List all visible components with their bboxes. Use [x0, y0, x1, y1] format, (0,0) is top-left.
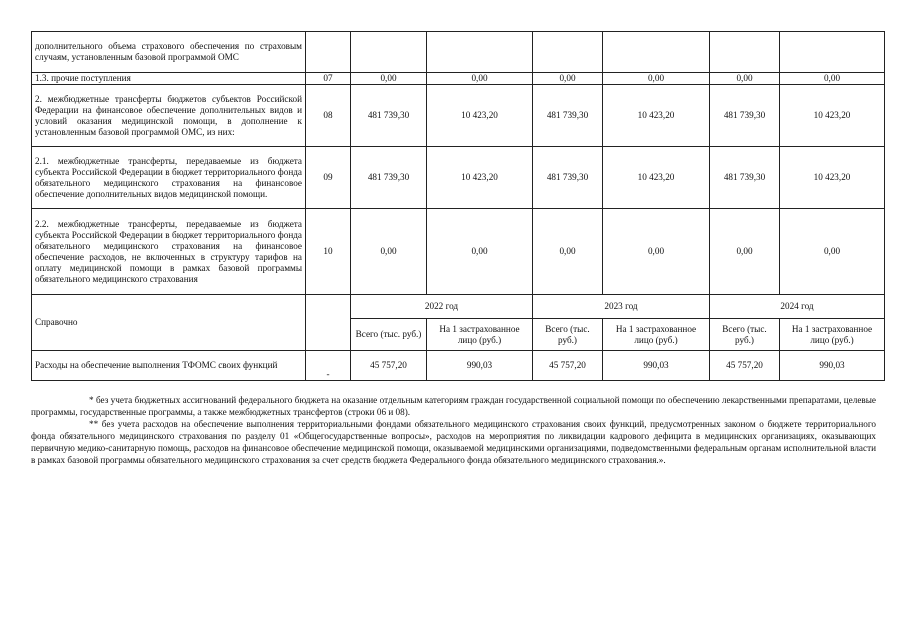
row-code [306, 32, 351, 73]
cell-value: 990,03 [603, 351, 710, 381]
cell-value: 481 739,30 [533, 85, 603, 147]
column-header-total: Всего (тыс. руб.) [533, 319, 603, 351]
cell-value: 481 739,30 [710, 147, 780, 209]
cell-value: 10 423,20 [603, 147, 710, 209]
row-code: 09 [306, 147, 351, 209]
footnote: ** без учета расходов на обеспечение выполнения территориальными фондами обязательного медицинского страхования своих функций, предусмотренных законом о бюджете территориального фонда обязательного медицинского страхования по разделу 01 «Общегосударственные вопросы», расходов на мероприятия по ликвидации кадрового дефицита в медицинских организациях, оказывающих первичную медико-санитарную помощь, расходов на финансовое обеспечение медицинской помощи, оказываемой медицинскими организациями, подведомственными федеральным органам исполнительной власти в рамках базовой программы обязательного медицинского страхования за счет средств бюджета Федерального фонда обязательного медицинского страхования.». [31, 419, 876, 465]
column-header-per-person: На 1 застрахованное лицо (руб.) [603, 319, 710, 351]
cell-value: 481 739,30 [351, 85, 427, 147]
cell-value: 0,00 [780, 209, 885, 295]
table-row [32, 32, 885, 73]
column-header-total: Всего (тыс. руб.) [710, 319, 780, 351]
row-description: дополнительного объема страхового обеспечения по страховым случаям, установленным базовой программой ОМС [32, 32, 306, 73]
cell-value: 481 739,30 [710, 85, 780, 147]
cell-value [603, 32, 710, 73]
cell-value: 0,00 [351, 73, 427, 85]
column-header-per-person: На 1 застрахованное лицо (руб.) [780, 319, 885, 351]
cell-value: 10 423,20 [780, 85, 885, 147]
cell-value: 990,03 [780, 351, 885, 381]
reference-code-empty [306, 295, 351, 351]
cell-value: 10 423,20 [427, 85, 533, 147]
year-header: 2023 год [533, 295, 710, 319]
cell-value [533, 32, 603, 73]
cell-value: 0,00 [351, 209, 427, 295]
table-row [32, 73, 885, 85]
cell-value: 10 423,20 [780, 147, 885, 209]
row-description: Расходы на обеспечение выполнения ТФОМС своих функций [32, 351, 306, 381]
row-description: 2.2. межбюджетные трансферты, передаваемые из бюджета субъекта Российской Федерации в бюджет территориального фонда обязательного медицинского страхования на финансовое обеспечение расходов, не включенных в структуру тарифов на оплату медицинской помощи в рамках базовой программы обязательного медицинского страхования [32, 209, 306, 295]
cell-value: 0,00 [533, 209, 603, 295]
footnotes [31, 394, 876, 466]
footnote: * без учета бюджетных ассигнований федерального бюджета на оказание отдельным категориям граждан государственной социальной помощи по обеспечению лекарственными препаратами, целевые программы, государственные программы, а также межбюджетных трансфертов (строки 06 и 08). [31, 395, 876, 417]
table-row [32, 85, 885, 147]
row-description: 2. межбюджетные трансферты бюджетов субъектов Российской Федерации на финансовое обеспечение дополнительных видов и условий оказания медицинской помощи, в дополнение к установленным базовой программой ОМС, из них: [32, 85, 306, 147]
cell-value: 0,00 [710, 209, 780, 295]
cell-value [427, 32, 533, 73]
row-description: 1.3. прочие поступления [32, 73, 306, 85]
row-code: 07 [306, 73, 351, 85]
cell-value: 990,03 [427, 351, 533, 381]
cell-value: 0,00 [603, 73, 710, 85]
table-row [32, 209, 885, 295]
cell-value: 0,00 [533, 73, 603, 85]
cell-value: 45 757,20 [710, 351, 780, 381]
column-header-per-person: На 1 застрахованное лицо (руб.) [427, 319, 533, 351]
cell-value: 481 739,30 [533, 147, 603, 209]
column-header-total: Всего (тыс. руб.) [351, 319, 427, 351]
cell-value: 45 757,20 [351, 351, 427, 381]
row-description: 2.1. межбюджетные трансферты, передаваемые из бюджета субъекта Российской Федерации в бюджет территориального фонда обязательного медицинского страхования на финансовое обеспечение дополнительных видов медицинской помощи. [32, 147, 306, 209]
row-code: 08 [306, 85, 351, 147]
reference-label: Справочно [32, 295, 306, 351]
cell-value: 10 423,20 [427, 147, 533, 209]
budget-table [31, 31, 885, 381]
cell-value: 0,00 [603, 209, 710, 295]
cell-value [351, 32, 427, 73]
cell-value: 45 757,20 [533, 351, 603, 381]
cell-value: 0,00 [427, 209, 533, 295]
row-code: 10 [306, 209, 351, 295]
table-row [32, 147, 885, 209]
cell-value [780, 32, 885, 73]
cell-value: 0,00 [427, 73, 533, 85]
cell-value [710, 32, 780, 73]
cell-value: 481 739,30 [351, 147, 427, 209]
row-code: - [306, 351, 351, 381]
cell-value: 0,00 [780, 73, 885, 85]
cell-value: 0,00 [710, 73, 780, 85]
cell-value: 10 423,20 [603, 85, 710, 147]
year-header: 2024 год [710, 295, 885, 319]
year-header: 2022 год [351, 295, 533, 319]
reference-years-row [32, 295, 885, 319]
table-row [32, 351, 885, 381]
